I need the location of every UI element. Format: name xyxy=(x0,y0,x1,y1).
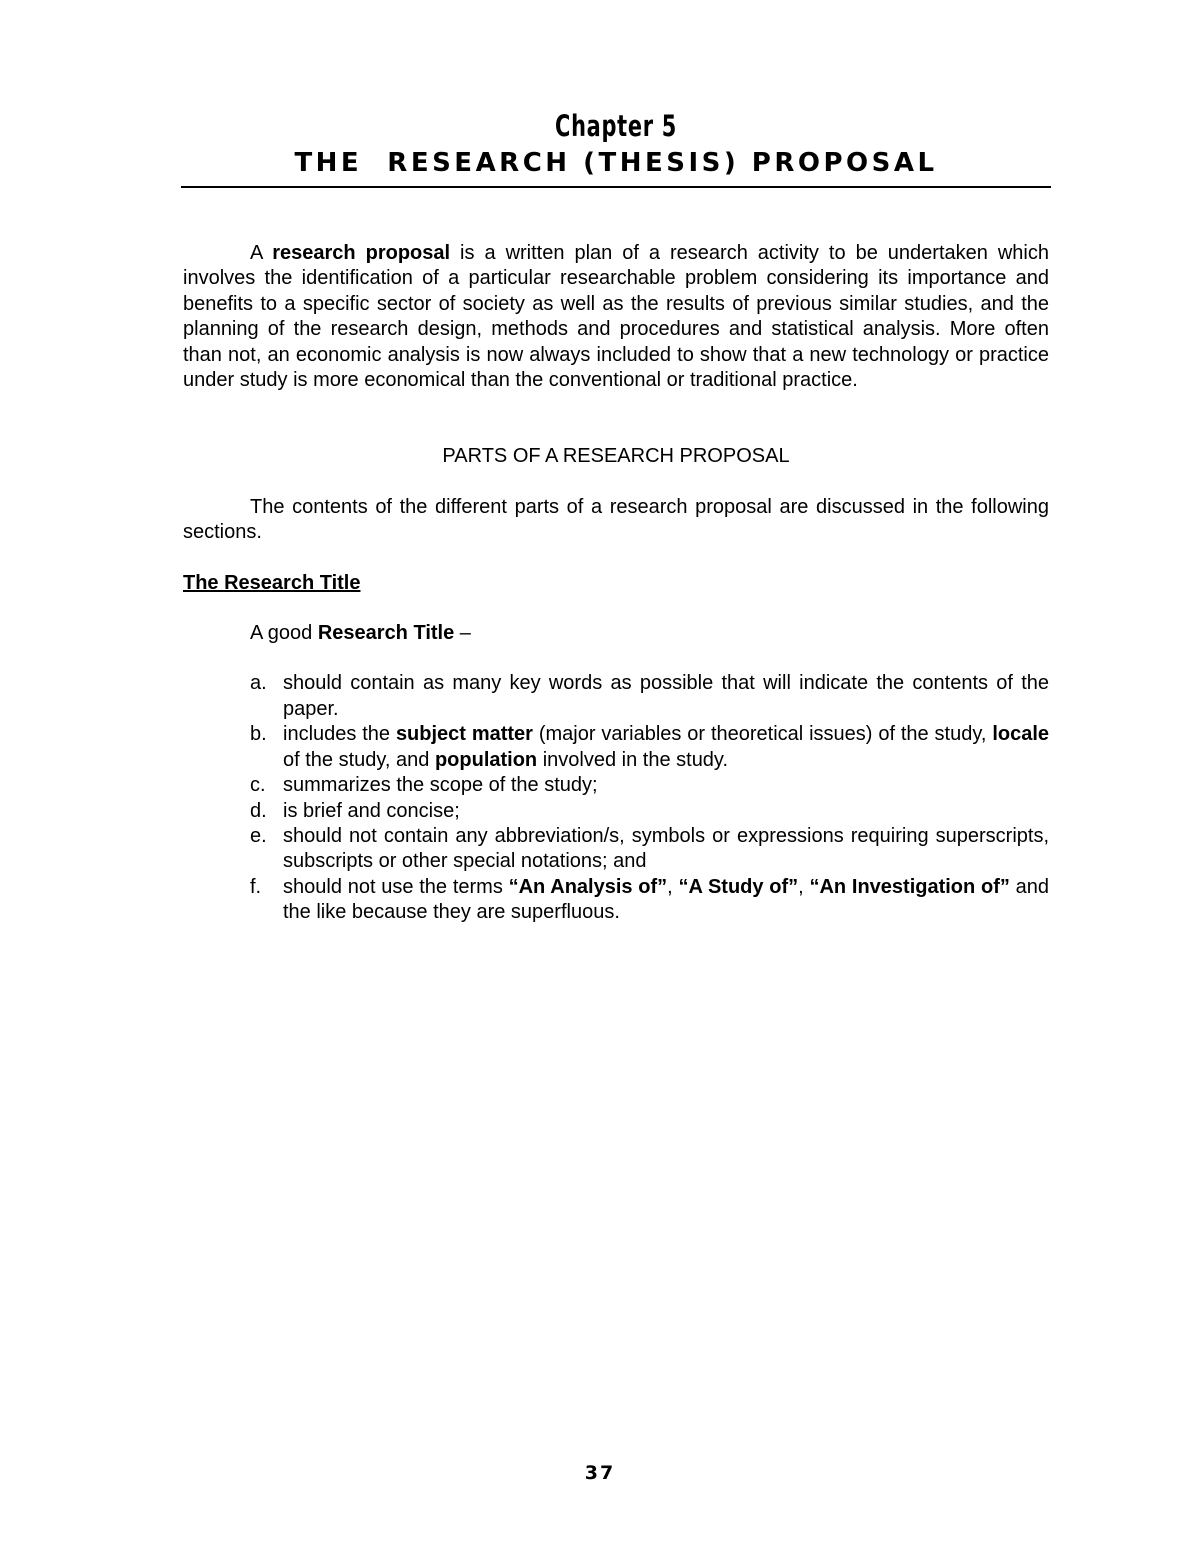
list-item xyxy=(250,773,1049,798)
list-item-text: should not use the terms xyxy=(283,875,509,898)
research-title-tail: – xyxy=(454,622,471,645)
intro-text: is a written plan of a research activity to be undertaken which involves the identification of a particular researchable problem considering its importance and benefits to a specific sector of society as well as the results of previous similar studies, and the planning of the research design, methods and procedures and statistical analysis. More often than not, an economic analysis is now always included to show that a new technology or practice under study is more economical than the conventional or traditional practice. xyxy=(183,242,1049,392)
intro-term: research proposal xyxy=(272,242,451,264)
list-item-text: should contain as many key words as possible that will indicate the contents of the paper. xyxy=(283,672,1049,720)
chapter-label: Chapter 5 xyxy=(555,109,677,143)
page-number: 37 xyxy=(584,1462,616,1484)
research-title-lead-text: A good xyxy=(250,622,318,645)
list-item-text: of the study, and xyxy=(283,748,435,771)
list-item-bold-text: population xyxy=(434,748,538,771)
list-marker: a. xyxy=(250,672,267,695)
list-item xyxy=(250,722,1049,773)
list-item-text: should not contain any abbreviation/s, symbols or expressions requiring superscripts, subscripts or other special notations; and xyxy=(283,824,1049,873)
list-item-text: , xyxy=(798,875,810,898)
list-item xyxy=(250,875,1049,926)
research-title-term: Research Title xyxy=(317,622,455,645)
research-title-criteria-list xyxy=(250,671,1049,925)
list-marker: b. xyxy=(250,723,267,746)
list-item-bold-text: subject matter xyxy=(395,723,533,746)
intro-lead: A xyxy=(250,242,273,264)
list-marker: d. xyxy=(250,799,267,822)
list-item-text: , xyxy=(667,875,679,898)
list-item-bold-text: locale xyxy=(992,723,1050,746)
list-item-text: is brief and concise; xyxy=(283,799,460,822)
list-item-bold-text: “An Analysis of” xyxy=(508,875,668,898)
list-marker: f. xyxy=(250,875,262,898)
document-page xyxy=(183,100,1049,926)
title-underline-rule xyxy=(181,186,1051,188)
intro-paragraph xyxy=(183,241,1049,393)
list-item xyxy=(250,824,1049,875)
list-item-text: involved in the study. xyxy=(537,748,729,771)
list-item-text: summarizes the scope of the study; xyxy=(283,774,598,797)
list-item-bold-text: “A Study of” xyxy=(678,875,799,898)
research-title-lead xyxy=(183,621,1049,646)
list-marker: e. xyxy=(250,824,267,847)
research-title-heading: The Research Title xyxy=(183,571,361,594)
list-item-bold-text: “An Investigation of” xyxy=(809,875,1010,898)
list-marker: c. xyxy=(250,774,266,797)
list-item-text: (major variables or theoretical issues) of the study, xyxy=(532,723,993,746)
parts-paragraph: The contents of the different parts of a research proposal are discussed in the following sections. xyxy=(183,495,1049,544)
list-item xyxy=(250,671,1049,722)
parts-heading: PARTS OF A RESEARCH PROPOSAL xyxy=(442,445,790,468)
list-item-text: includes the xyxy=(283,723,396,746)
list-item-text: and the like because they are superfluous. xyxy=(283,875,1050,924)
list-item xyxy=(250,799,1049,824)
chapter-title: THE RESEARCH (THESIS) PROPOSAL xyxy=(294,148,938,178)
